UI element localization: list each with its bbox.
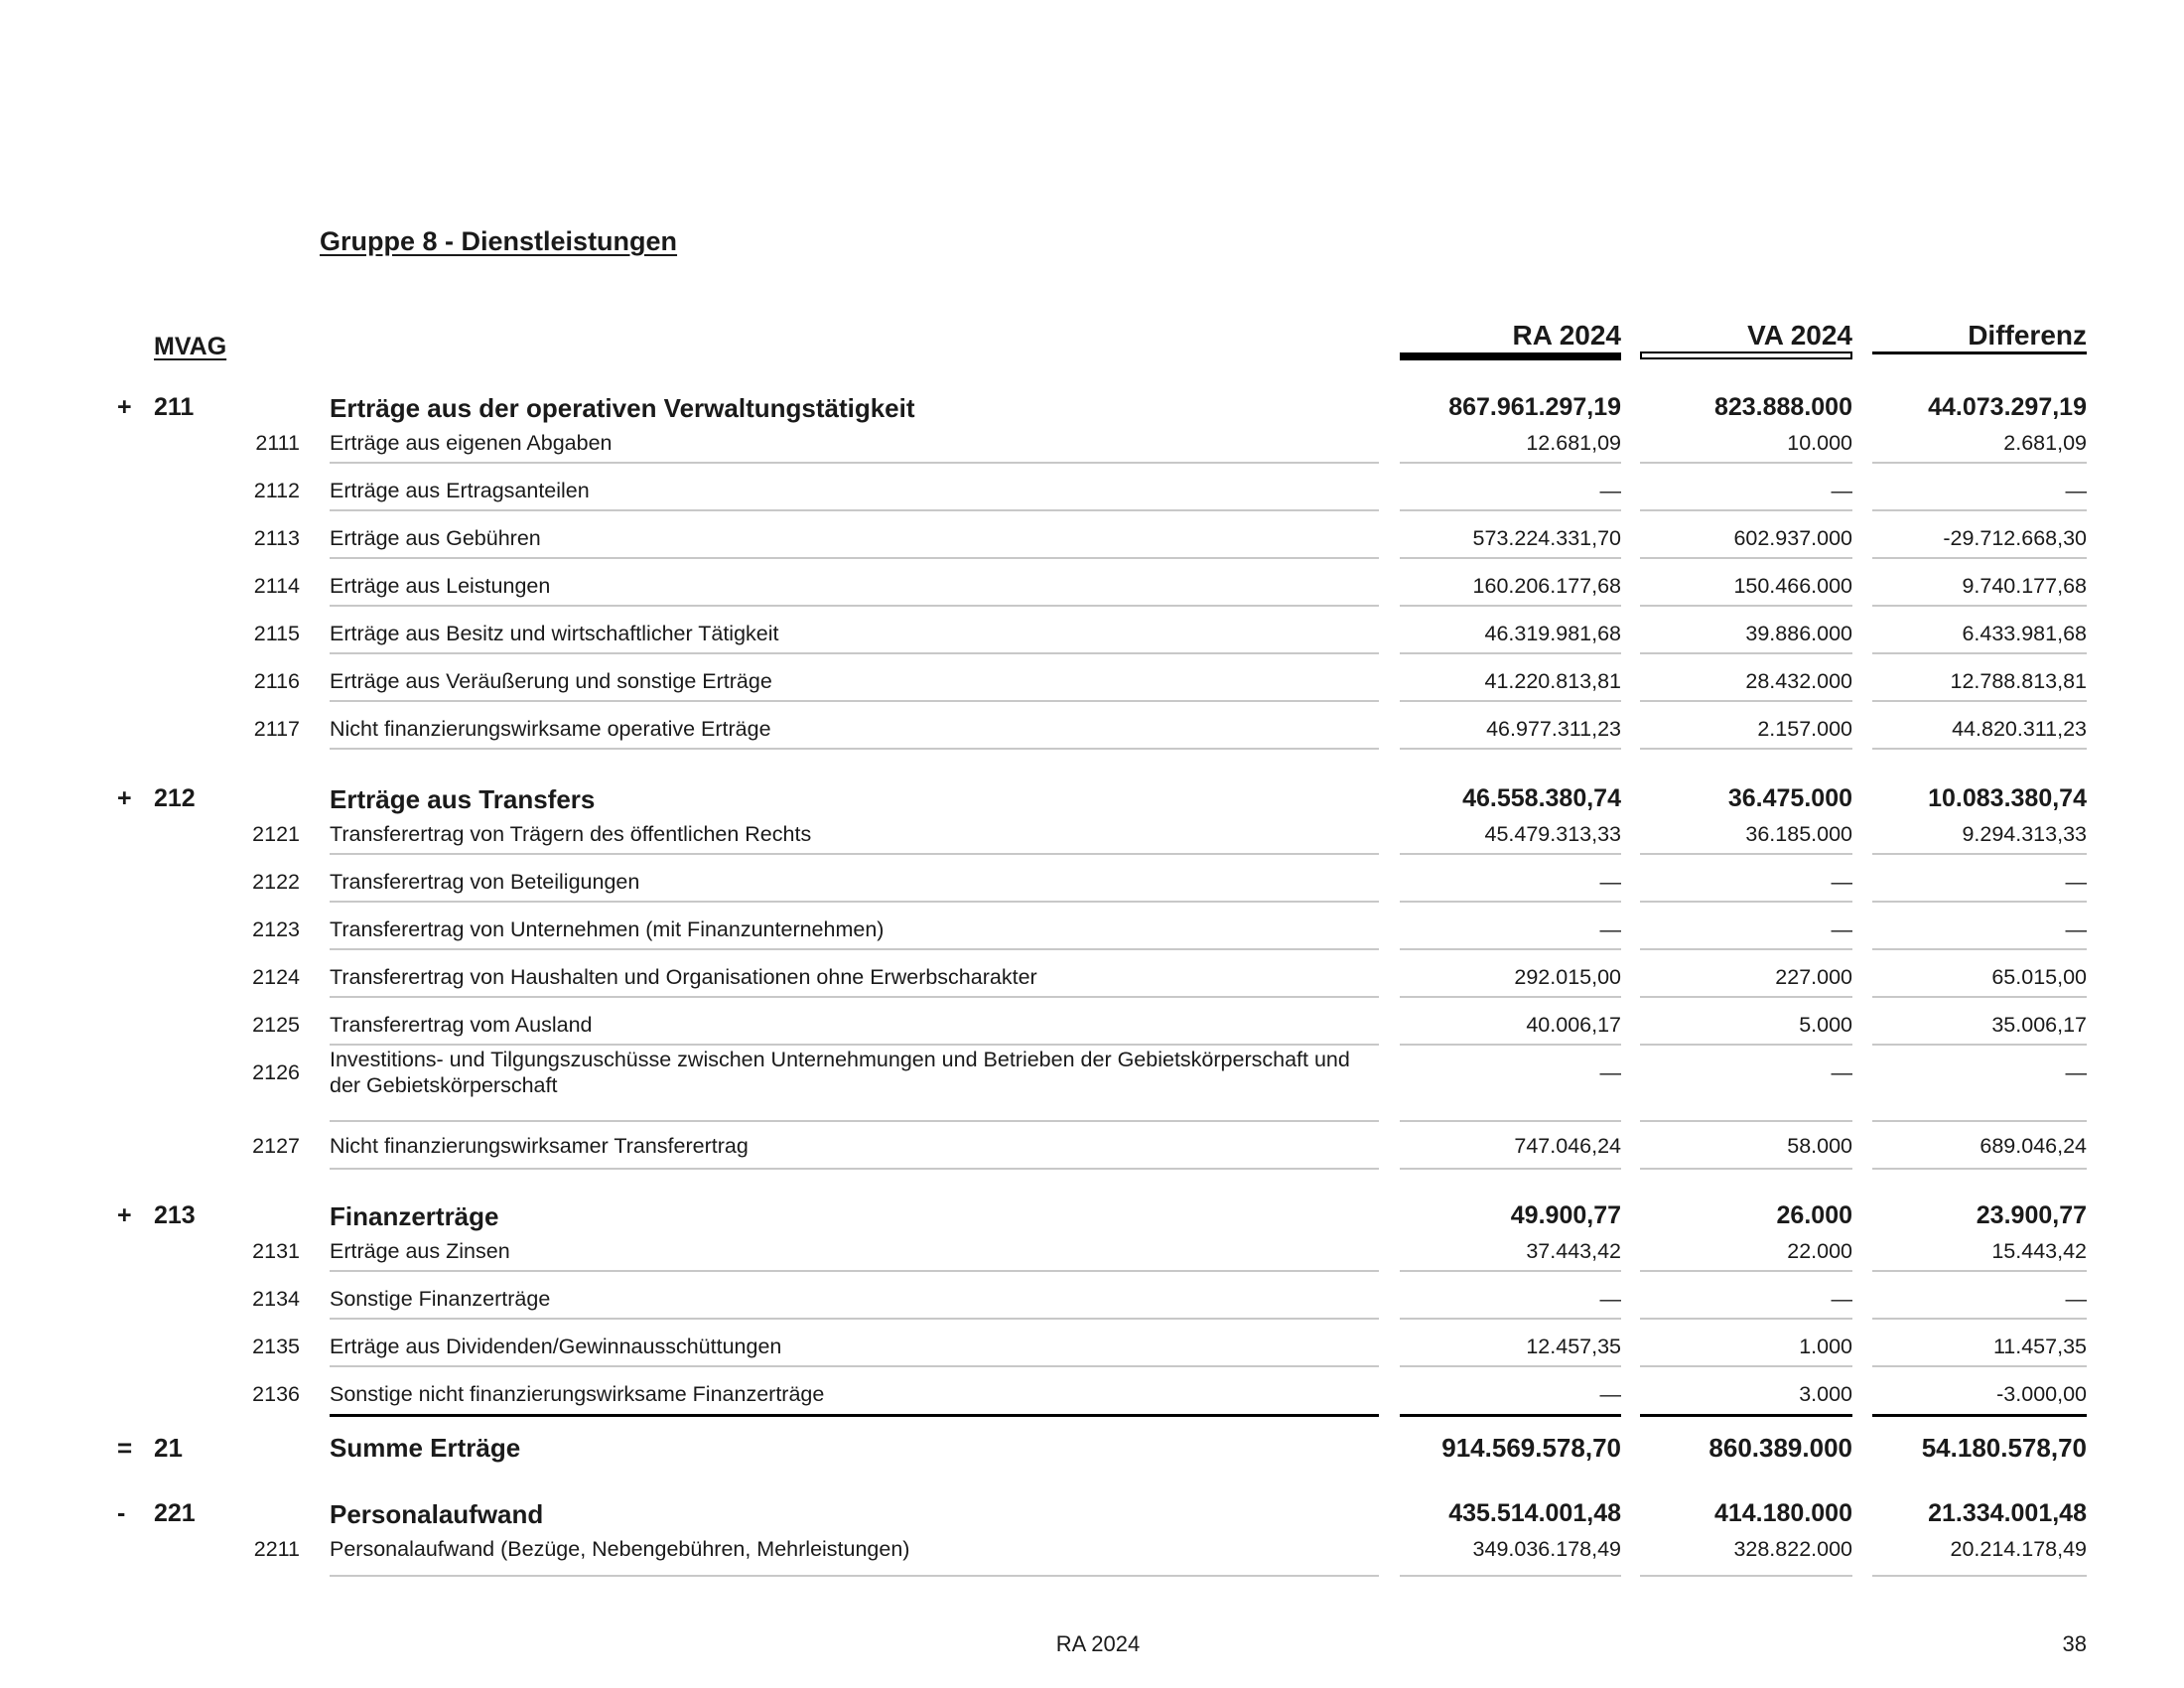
row-separator [1872,1575,2087,1577]
row-separator [330,1168,1379,1170]
value-differenz: — [2065,479,2087,502]
value-va-2024: 26.000 [1776,1201,1852,1229]
mvag-subcode: 2113 [253,526,300,550]
row-sign: + [117,784,132,812]
row-separator [1400,1168,1621,1170]
value-ra-2024: 41.220.813,81 [1484,669,1621,693]
row-label: Erträge aus Zinsen [330,1239,510,1263]
row-sign: + [117,393,132,421]
mvag-subcode: 2117 [253,717,300,741]
row-label: Erträge aus Besitz und wirtschaftlicher Tätigkeit [330,622,779,645]
row-label: Finanzerträge [330,1201,499,1231]
value-ra-2024: — [1599,917,1621,941]
mvag-code: 212 [154,784,196,812]
value-differenz: 65.015,00 [1991,965,2087,989]
row-separator [1400,1365,1621,1367]
total-separator [1640,1414,1852,1417]
column-header-differenz: Differenz [1968,320,2087,351]
row-label: Summe Erträge [330,1433,521,1463]
row-label: Sonstige Finanzerträge [330,1287,551,1311]
row-separator [330,462,1379,464]
mvag-subcode: 2123 [252,917,300,941]
value-differenz: 9.740.177,68 [1962,574,2087,598]
row-separator [330,700,1379,702]
mvag-subcode: 2136 [252,1382,300,1406]
value-va-2024: 10.000 [1787,431,1852,455]
row-label: Transferertrag von Trägern des öffentlichen Rechts [330,822,812,846]
mvag-code: 21 [154,1433,183,1463]
row-separator [1872,1044,2087,1046]
value-va-2024: — [1831,917,1852,941]
value-differenz: 20.214.178,49 [1950,1537,2087,1561]
row-separator [1400,462,1621,464]
mvag-code: 221 [154,1499,196,1527]
value-va-2024: 5.000 [1799,1013,1852,1037]
value-ra-2024: 747.046,24 [1514,1134,1621,1158]
value-va-2024: — [1831,479,1852,502]
mvag-subcode: 2121 [252,822,300,846]
value-ra-2024: 40.006,17 [1526,1013,1621,1037]
mvag-subcode: 2114 [253,574,300,598]
value-ra-2024: 867.961.297,19 [1448,393,1621,421]
value-ra-2024: 46.977.311,23 [1486,717,1621,741]
value-differenz: 10.083.380,74 [1928,784,2087,812]
total-separator [330,1414,1379,1417]
row-separator [1872,605,2087,607]
mvag-code: 211 [154,393,195,421]
mvag-subcode: 2211 [253,1537,300,1561]
row-separator [330,1120,1379,1122]
row-sign: - [117,1499,126,1527]
value-va-2024: 36.185.000 [1745,822,1852,846]
row-label: Erträge aus Transfers [330,784,596,814]
value-differenz: — [2065,917,2087,941]
column-header-ra-2024: RA 2024 [1512,320,1621,351]
value-ra-2024: 46.319.981,68 [1484,622,1621,645]
value-differenz: 44.820.311,23 [1952,717,2087,741]
value-va-2024: — [1831,1060,1852,1084]
mvag-subcode: 2111 [255,431,300,455]
row-separator [1872,853,2087,855]
row-separator [1400,1318,1621,1320]
row-separator [1400,652,1621,654]
value-va-2024: 28.432.000 [1745,669,1852,693]
value-va-2024: 22.000 [1787,1239,1852,1263]
row-separator [1872,1120,2087,1122]
value-ra-2024: 49.900,77 [1510,1201,1621,1229]
row-separator [1640,948,1852,950]
row-separator [330,1044,1379,1046]
value-differenz: 15.443,42 [1991,1239,2087,1263]
row-separator [1872,652,2087,654]
row-sign: + [117,1201,132,1229]
row-separator [1872,1168,2087,1170]
value-differenz: — [2065,870,2087,894]
row-separator [1400,1575,1621,1577]
row-separator [1400,509,1621,511]
mvag-subcode: 2112 [253,479,300,502]
page-title: Gruppe 8 - Dienstleistungen [320,226,678,256]
row-separator [1400,853,1621,855]
value-va-2024: 58.000 [1787,1134,1852,1158]
row-separator [1872,462,2087,464]
row-label: Transferertrag von Unternehmen (mit Finanzunternehmen) [330,917,885,941]
row-label: Nicht finanzierungswirksame operative Erträge [330,717,771,741]
row-separator [1640,605,1852,607]
row-label: Nicht finanzierungswirksamer Transferertrag [330,1134,749,1158]
value-va-2024: 1.000 [1799,1335,1852,1358]
value-differenz: 21.334.001,48 [1928,1499,2087,1527]
value-va-2024: — [1831,1287,1852,1311]
row-label: Transferertrag vom Ausland [330,1013,593,1037]
value-differenz: 11.457,35 [1992,1335,2087,1358]
row-separator [1640,853,1852,855]
value-ra-2024: — [1599,1287,1621,1311]
row-separator [1640,1365,1852,1367]
value-ra-2024: — [1599,1060,1621,1084]
row-separator [1872,1270,2087,1272]
row-separator [1400,1044,1621,1046]
row-separator [1640,557,1852,559]
row-separator [1872,901,2087,903]
row-separator [1640,462,1852,464]
value-ra-2024: 349.036.178,49 [1472,1537,1621,1561]
footer-document-label: RA 2024 [1055,1631,1141,1656]
mvag-subcode: 2122 [252,870,300,894]
row-separator [1640,1120,1852,1122]
row-separator [1872,700,2087,702]
value-differenz: 54.180.578,70 [1921,1433,2087,1463]
row-separator [1640,748,1852,750]
row-label: Erträge aus Gebühren [330,526,541,550]
mvag-subcode: 2134 [252,1287,300,1311]
value-va-2024: 328.822.000 [1733,1537,1852,1561]
value-va-2024: 150.466.000 [1733,574,1852,598]
row-separator [1640,1575,1852,1577]
row-label: Erträge aus der operativen Verwaltungstätigkeit [330,393,915,423]
row-separator [1400,557,1621,559]
row-separator [1872,509,2087,511]
value-va-2024: 414.180.000 [1713,1499,1852,1527]
row-separator [1872,557,2087,559]
mvag-subcode: 2127 [252,1134,300,1158]
value-ra-2024: 12.457,35 [1526,1335,1621,1358]
row-separator [330,853,1379,855]
row-sign: = [117,1433,133,1463]
value-differenz: 44.073.297,19 [1928,393,2087,421]
value-ra-2024: — [1599,1382,1621,1406]
mvag-subcode: 2115 [253,622,300,645]
value-va-2024: 2.157.000 [1757,717,1852,741]
value-differenz: 12.788.813,81 [1950,669,2087,693]
row-separator [1400,748,1621,750]
mvag-subcode: 2124 [252,965,300,989]
value-ra-2024: 435.514.001,48 [1448,1499,1621,1527]
value-differenz: 2.681,09 [2003,431,2087,455]
row-label: Investitions- und Tilgungszuschüsse zwischen Unternehmungen und Betrieben der Gebietskörperschaft und der Gebietskörperschaft [330,1048,1350,1098]
footer-page-number: 38 [2062,1631,2087,1656]
value-ra-2024: — [1599,479,1621,502]
row-separator [1640,996,1852,998]
row-separator [1400,700,1621,702]
row-separator [1640,1044,1852,1046]
value-differenz: 6.433.981,68 [1962,622,2087,645]
value-differenz: — [2065,1287,2087,1311]
value-ra-2024: 573.224.331,70 [1472,526,1621,550]
row-separator [330,996,1379,998]
row-separator [330,1318,1379,1320]
row-label: Personalaufwand [330,1499,544,1529]
total-separator [1872,1414,2087,1417]
row-separator [330,1270,1379,1272]
row-separator [1400,996,1621,998]
value-va-2024: 36.475.000 [1727,784,1852,812]
row-separator [1640,1168,1852,1170]
row-separator [1872,1365,2087,1367]
row-separator [330,1365,1379,1367]
row-separator [1640,652,1852,654]
value-ra-2024: 160.206.177,68 [1472,574,1621,598]
value-ra-2024: 914.569.578,70 [1441,1433,1621,1463]
row-separator [1400,1270,1621,1272]
value-differenz: — [2065,1060,2087,1084]
total-separator [1400,1414,1621,1417]
row-separator [1872,748,2087,750]
row-label: Erträge aus eigenen Abgaben [330,431,613,455]
row-separator [1872,1318,2087,1320]
value-va-2024: 227.000 [1775,965,1852,989]
value-differenz: 35.006,17 [1991,1013,2087,1037]
row-label: Sonstige nicht finanzierungswirksame Finanzerträge [330,1382,825,1406]
row-separator [330,748,1379,750]
value-va-2024: 823.888.000 [1713,393,1852,421]
value-va-2024: 3.000 [1799,1382,1852,1406]
row-separator [330,605,1379,607]
row-separator [1640,1270,1852,1272]
row-label: Erträge aus Ertragsanteilen [330,479,590,502]
row-separator [330,557,1379,559]
value-va-2024: 39.886.000 [1745,622,1852,645]
row-separator [1400,948,1621,950]
row-separator [1640,901,1852,903]
value-ra-2024: 292.015,00 [1514,965,1621,989]
row-separator [330,901,1379,903]
value-ra-2024: 45.479.313,33 [1484,822,1621,846]
mvag-subcode: 2125 [252,1013,300,1037]
value-va-2024: — [1831,870,1852,894]
column-header-ra-bar [1400,352,1621,360]
row-label: Transferertrag von Haushalten und Organisationen ohne Erwerbscharakter [330,965,1037,989]
row-label: Erträge aus Veräußerung und sonstige Erträge [330,669,772,693]
row-separator [1872,948,2087,950]
value-differenz: -29.712.668,30 [1943,526,2087,550]
row-separator [1872,996,2087,998]
value-differenz: -3.000,00 [1996,1382,2087,1406]
mvag-subcode: 2116 [253,669,300,693]
row-separator [1640,1318,1852,1320]
value-differenz: 9.294.313,33 [1962,822,2087,846]
row-separator [330,652,1379,654]
row-label: Erträge aus Leistungen [330,574,551,598]
row-separator [1640,509,1852,511]
row-separator [1400,605,1621,607]
row-label: Erträge aus Dividenden/Gewinnausschüttungen [330,1335,782,1358]
mvag-subcode: 2131 [252,1239,300,1263]
value-differenz: 689.046,24 [1979,1134,2087,1158]
value-ra-2024: — [1599,870,1621,894]
row-separator [330,1575,1379,1577]
column-header-va-2024: VA 2024 [1747,320,1852,351]
value-ra-2024: 46.558.380,74 [1462,784,1621,812]
column-header-va-bar [1640,352,1852,359]
row-separator [330,509,1379,511]
row-separator [1640,700,1852,702]
row-label: Transferertrag von Beteiligungen [330,870,640,894]
mvag-column-header: MVAG [154,333,227,360]
row-separator [1400,1120,1621,1122]
mvag-code: 213 [154,1201,196,1229]
mvag-subcode: 2126 [252,1060,300,1084]
value-ra-2024: 12.681,09 [1526,431,1621,455]
row-label: Personalaufwand (Bezüge, Nebengebühren, Mehrleistungen) [330,1537,910,1561]
row-separator [330,948,1379,950]
value-differenz: 23.900,77 [1976,1201,2087,1229]
value-va-2024: 602.937.000 [1733,526,1852,550]
mvag-subcode: 2135 [252,1335,300,1358]
row-separator [1400,901,1621,903]
value-ra-2024: 37.443,42 [1526,1239,1621,1263]
column-header-differenz-bar [1872,352,2087,354]
value-va-2024: 860.389.000 [1708,1433,1852,1463]
